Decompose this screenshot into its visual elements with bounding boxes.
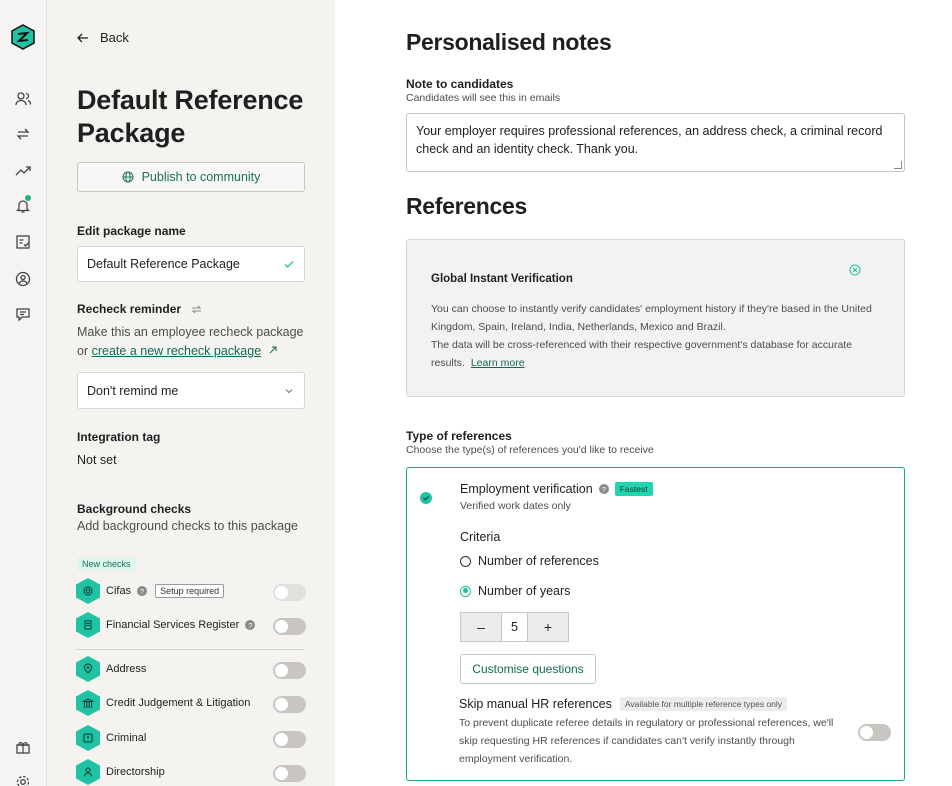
trending-icon[interactable]: [15, 163, 31, 179]
check-name: Cifas: [106, 585, 132, 597]
check-name: Financial Services Register: [106, 619, 240, 631]
person-icon: [76, 759, 100, 785]
main-content: [335, 0, 952, 786]
create-recheck-link[interactable]: create a new recheck package: [91, 344, 262, 358]
help-icon[interactable]: ?: [245, 620, 255, 630]
increment-button[interactable]: +: [528, 613, 568, 641]
chevron-down-icon: [283, 385, 295, 397]
gift-icon[interactable]: [15, 739, 31, 755]
radio-label: Number of years: [478, 584, 571, 598]
recheck-label: Recheck reminder: [77, 302, 182, 316]
globe-icon: [122, 171, 134, 183]
note-textarea[interactable]: [406, 113, 905, 172]
package-name-input[interactable]: [77, 246, 305, 282]
recheck-reminder-heading: [77, 302, 203, 316]
check-name: Directorship: [106, 766, 165, 778]
integration-label: Integration tag: [77, 430, 161, 444]
check-row-credit: [76, 690, 306, 716]
skip-hr-row: [459, 697, 787, 711]
bank-icon: [76, 690, 100, 716]
radio-label: Number of references: [478, 554, 599, 568]
global-instant-verification-card: [406, 239, 905, 397]
checklist-icon[interactable]: [15, 234, 31, 250]
giv-line-1: You can choose to instantly verify candidates' employment history if they're based in the United Kingdom, Spain, Ireland, India, Netherlands, Mexico and Brazil.: [431, 303, 872, 333]
criteria-label: Criteria: [460, 530, 501, 544]
skip-hr-toggle[interactable]: [858, 724, 891, 741]
skip-label: Skip manual HR references: [459, 697, 612, 711]
integration-value: Not set: [77, 453, 117, 467]
transfer-icon[interactable]: [15, 126, 31, 142]
check-row-address: [76, 656, 306, 682]
type-sub: Choose the type(s) of references you'd like to receive: [406, 444, 654, 456]
back-label: Back: [100, 30, 129, 45]
cifas-toggle[interactable]: [273, 584, 306, 601]
recheck-description: [77, 323, 317, 361]
check-name: Criminal: [106, 732, 147, 744]
background-checks-description: Add background checks to this package: [77, 519, 298, 533]
check-row-cifas: [76, 578, 306, 604]
employment-title: Employment verification: [460, 482, 593, 496]
giv-description: [431, 300, 891, 372]
page-title: Default Reference Package: [77, 85, 304, 148]
document-icon: [76, 612, 100, 638]
years-value[interactable]: 5: [501, 613, 528, 641]
remind-select-value: Don't remind me: [87, 383, 179, 398]
note-sub: Candidates will see this in emails: [406, 92, 561, 104]
radio-selected-icon: [460, 586, 471, 597]
address-toggle[interactable]: [273, 662, 306, 679]
directorship-toggle[interactable]: [273, 765, 306, 782]
fastest-badge: Fastest: [615, 482, 653, 496]
employment-sub: Verified work dates only: [460, 500, 571, 512]
check-icon: [422, 494, 430, 502]
criminal-toggle[interactable]: [273, 731, 306, 748]
availability-badge: Available for multiple reference types only: [620, 697, 787, 711]
people-icon[interactable]: [15, 91, 31, 107]
radio-number-of-references[interactable]: [460, 554, 599, 568]
note-value: Your employer requires professional references, an address check, a criminal record check and an identity check. Thank you.: [416, 124, 883, 156]
financial-services-toggle[interactable]: [273, 618, 306, 635]
setup-required-badge: Setup required: [155, 584, 224, 598]
decrement-button[interactable]: –: [461, 613, 501, 641]
giv-line-2-text: The data will be cross-referenced with their respective government's database for accurate results.: [431, 339, 853, 369]
settings-icon[interactable]: [15, 774, 31, 786]
external-link-icon: [268, 345, 278, 355]
alert-icon: [76, 725, 100, 751]
employment-checkbox[interactable]: [420, 492, 432, 504]
user-circle-icon[interactable]: [15, 271, 31, 287]
check-name: Address: [106, 663, 147, 675]
learn-more-link[interactable]: Learn more: [470, 357, 525, 369]
employment-title-row: [460, 482, 653, 496]
app-rail: [0, 0, 47, 786]
repeat-icon: [190, 303, 203, 316]
fingerprint-icon: [76, 578, 100, 604]
credit-toggle[interactable]: [273, 696, 306, 713]
giv-title: Global Instant Verification: [431, 273, 573, 285]
background-checks-label: Background checks: [77, 502, 192, 516]
edit-name-label: Edit package name: [77, 224, 186, 238]
check-icon: [283, 258, 295, 270]
divider: [76, 649, 305, 650]
recheck-text: Make this an employee recheck package or: [77, 325, 304, 358]
radio-number-of-years[interactable]: [460, 584, 570, 598]
radio-icon: [460, 556, 471, 567]
years-stepper: [460, 612, 569, 642]
notes-heading: Personalised notes: [406, 29, 612, 55]
package-name-value: Default Reference Package: [87, 257, 240, 271]
close-icon[interactable]: [849, 264, 861, 276]
arrow-left-icon: [76, 31, 90, 45]
check-row-directorship: [76, 759, 306, 785]
notification-dot: [25, 195, 31, 201]
check-row-financial-services: [76, 612, 306, 638]
publish-button[interactable]: [77, 162, 305, 192]
skip-description: To prevent duplicate referee details in regulatory or professional references, we'll skip requesting HR references if candidates can't verify instantly through employment verification.: [459, 717, 834, 765]
remind-select[interactable]: [77, 372, 305, 409]
chat-icon[interactable]: [15, 306, 31, 322]
check-row-criminal: [76, 725, 306, 751]
map-pin-icon: [76, 656, 100, 682]
type-label: Type of references: [406, 429, 512, 443]
employment-verification-card[interactable]: [406, 467, 905, 781]
resize-handle-icon[interactable]: [894, 161, 902, 169]
logo-icon[interactable]: [10, 24, 36, 50]
help-icon[interactable]: ?: [599, 484, 609, 494]
note-label: Note to candidates: [406, 77, 514, 91]
new-checks-badge: New checks: [77, 557, 136, 571]
giv-line-2: [431, 336, 891, 372]
publish-label: Publish to community: [141, 170, 261, 184]
customise-questions-button[interactable]: Customise questions: [460, 654, 596, 684]
check-name: Credit Judgement & Litigation: [106, 697, 251, 709]
help-icon[interactable]: ?: [137, 586, 147, 596]
package-sidebar: [47, 0, 335, 786]
references-heading: References: [406, 193, 528, 219]
back-link[interactable]: [76, 30, 129, 45]
